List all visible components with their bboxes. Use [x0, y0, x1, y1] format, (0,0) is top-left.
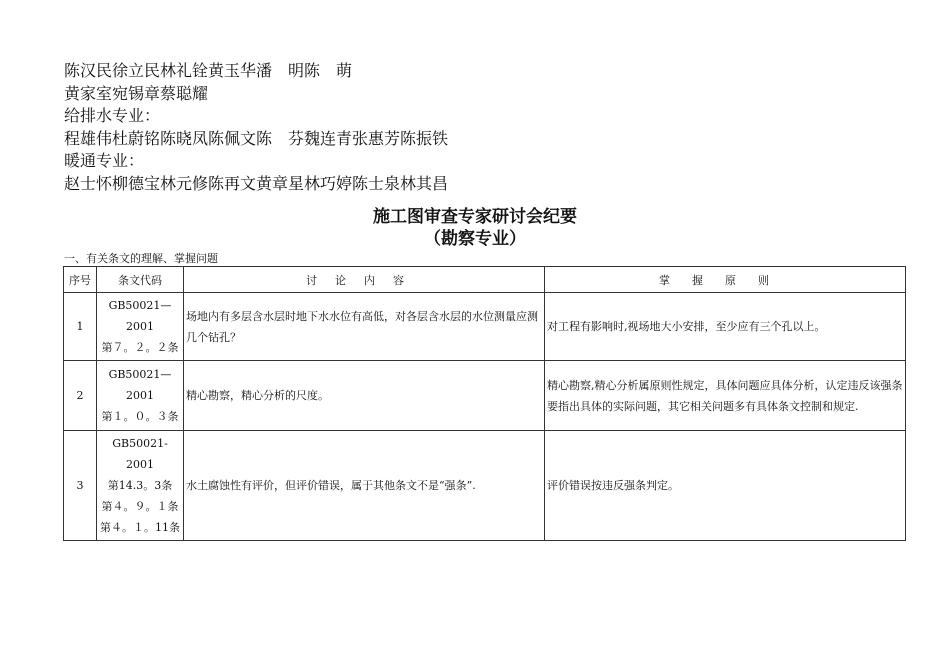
cell-discussion: 精心勘察，精心分析的尺度。: [184, 361, 545, 431]
cell-principle: 对工程有影响时,视场地大小安排，至少应有三个孔以上。: [545, 293, 906, 361]
cell-principle: 精心勘察,精心分析属原则性规定，具体问题应具体分析，认定违反该强条要指出具体的实际问题，其它相关问题多有具体条文控制和规定.: [545, 361, 906, 431]
cell-no: 2: [64, 361, 97, 431]
table-row: [64, 361, 906, 431]
header-no: 序号: [64, 267, 97, 293]
document-title: 施工图审查专家研讨会纪要: [373, 207, 577, 227]
cell-no: 3: [64, 431, 97, 541]
document-subtitle: （勘察专业）: [424, 229, 526, 249]
header-principle: 掌握原则: [545, 267, 906, 293]
intro-line: 陈汉民徐立民林礼铨黄玉华潘 明陈 萌: [64, 61, 353, 80]
cell-discussion: 水土腐蚀性有评价，但评价错误，属于其他条文不是“强条”.: [184, 431, 545, 541]
table-row: [64, 431, 906, 541]
header-discussion: 讨论内容: [184, 267, 545, 293]
section-heading: 一、有关条文的理解、掌握问题: [64, 252, 218, 265]
cell-code: GB50021—2001 第１。０。３条: [97, 361, 184, 431]
table-header-row: [64, 267, 906, 293]
cell-no: 1: [64, 293, 97, 361]
intro-line: 暖通专业：: [64, 151, 145, 171]
cell-principle: 评价错误按违反强条判定。: [545, 431, 906, 541]
cell-code: GB50021-2001 第14.3。3条 第４。９。１条 第４。１。11条: [97, 431, 184, 541]
table-row: [64, 293, 906, 361]
intro-line: 赵士怀柳德宝林元修陈再文黄章星林巧婷陈士泉林其昌: [64, 173, 449, 193]
header-code: 条文代码: [97, 267, 184, 293]
review-table: [63, 266, 906, 541]
intro-block: [64, 60, 448, 196]
intro-line: 程雄伟杜蔚铭陈晓凤陈佩文陈 芬魏连青张惠芳陈振铁: [64, 128, 449, 148]
cell-discussion: 场地内有多层含水层时地下水水位有高低，对各层含水层的水位测量应测几个钻孔？: [184, 293, 545, 361]
intro-line: 黄家室宛锡章蔡聪耀: [64, 83, 209, 103]
intro-line: 给排水专业：: [64, 106, 161, 126]
cell-code: GB50021—2001 第７。２。２条: [97, 293, 184, 361]
